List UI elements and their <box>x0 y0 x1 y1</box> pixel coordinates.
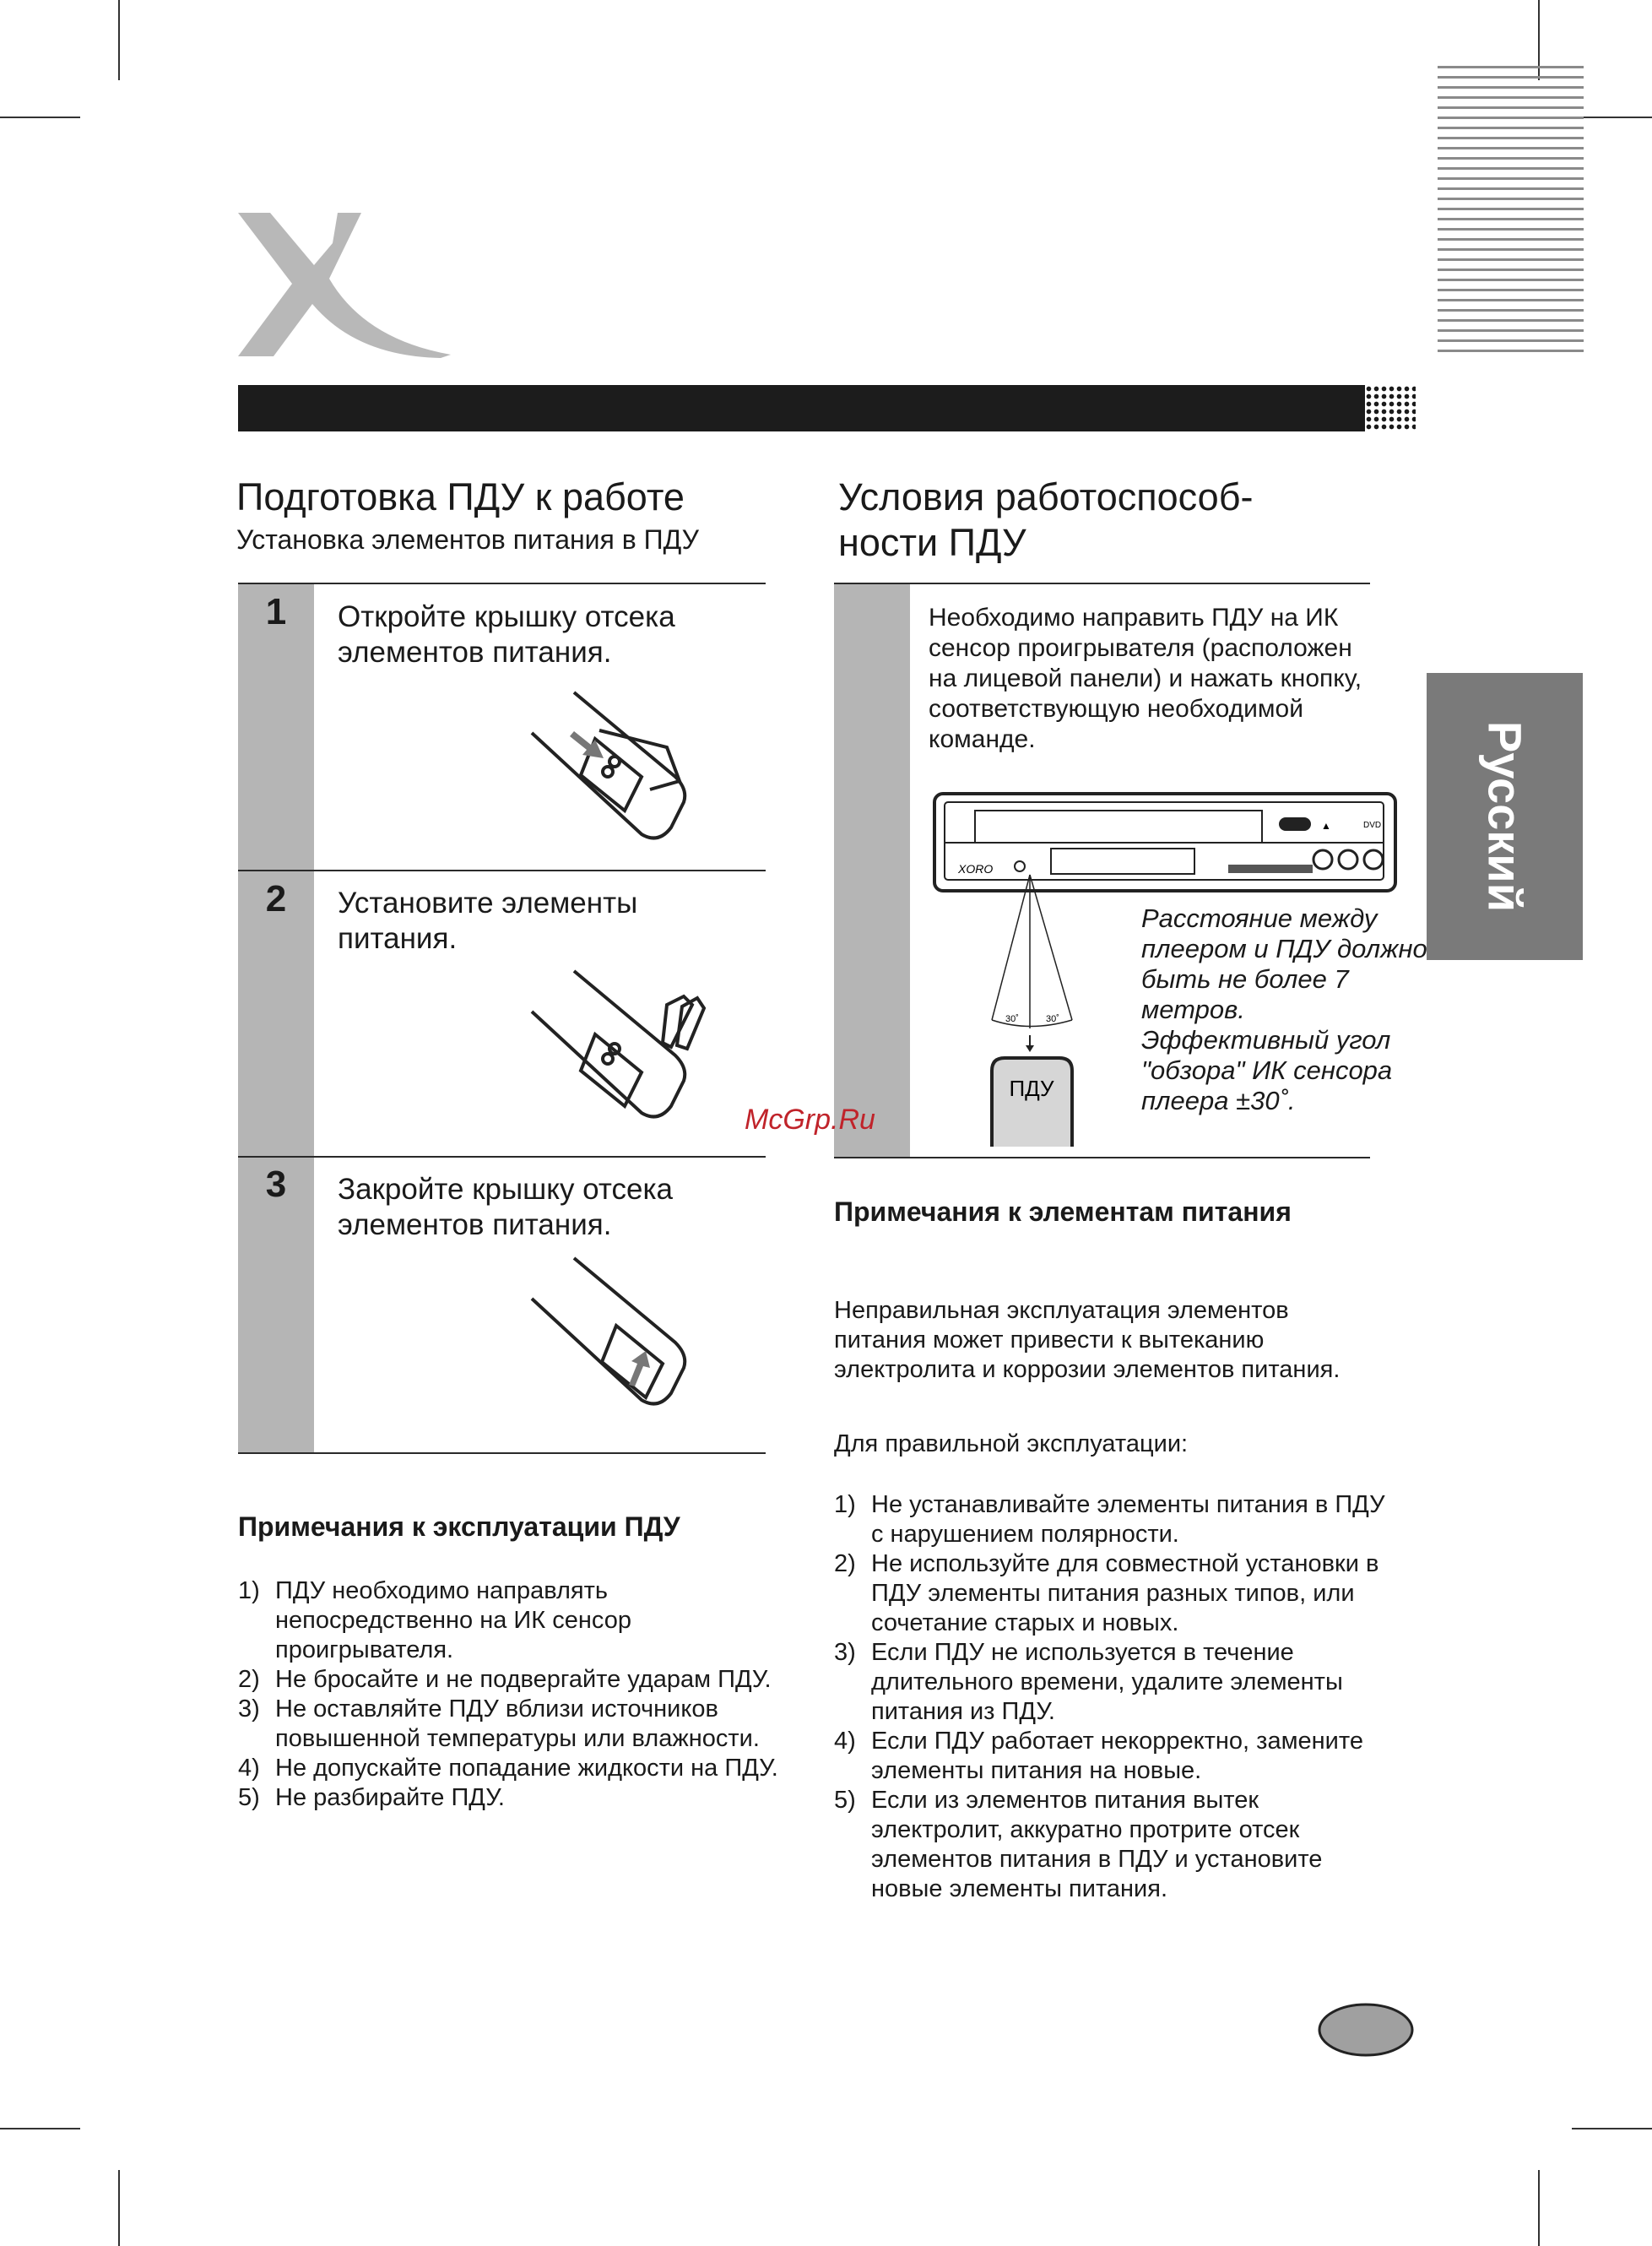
list-item <box>238 1695 778 1754</box>
list-text: ПДУ необходимо направлять непосредственно на ИК сенсор проигрывателя. <box>275 1577 631 1663</box>
list-number: 3) <box>834 1639 856 1666</box>
remote-open-cover-illustration <box>523 684 692 844</box>
list-number: 5) <box>238 1784 260 1811</box>
step-text: Закройте крышку отсека элементов питания. <box>338 1173 674 1241</box>
step-column <box>238 584 314 1452</box>
list-number: 5) <box>834 1787 856 1814</box>
divider <box>238 583 766 584</box>
right-title-line1: Условия работоспособ- <box>838 475 1254 518</box>
list-number: 2) <box>238 1666 260 1693</box>
step-number: 1 <box>265 591 287 632</box>
angle-left-label: 30˚ <box>1005 1014 1019 1024</box>
divider <box>834 1157 1370 1158</box>
crop-mark <box>1572 2128 1652 2129</box>
decorative-stripes <box>1438 66 1584 357</box>
header-bar-dots <box>1365 385 1416 431</box>
battery-notes-title: Примечания к элементам питания <box>834 1196 1292 1227</box>
list-text: Если ПДУ работает некорректно, замените элементы питания на новые. <box>871 1728 1363 1784</box>
crop-mark <box>0 117 80 118</box>
list-item <box>238 1665 778 1695</box>
step-text: Откройте крышку отсека элементов питания. <box>338 600 675 669</box>
list-item <box>834 1490 1391 1549</box>
list-item <box>834 1786 1391 1904</box>
list-text: Если ПДУ не используется в течение длительного времени, удалите элементы питания из ПДУ. <box>871 1639 1343 1725</box>
xoro-x-logo <box>238 213 458 358</box>
list-number: 2) <box>834 1550 856 1577</box>
list-item <box>834 1638 1391 1727</box>
battery-paragraph: Неправильная эксплуатация элементов питания может привести к вытеканию электролита и коррозии элементов питания. <box>834 1297 1341 1383</box>
list-text: Не допускайте попадание жидкости на ПДУ. <box>275 1755 778 1782</box>
watermark: McGrp.Ru <box>745 1104 875 1136</box>
list-number: 1) <box>834 1491 856 1518</box>
language-tab-label: Русский <box>1478 720 1531 913</box>
remote-insert-batteries-illustration <box>523 954 709 1123</box>
list-item <box>834 1727 1391 1786</box>
crop-mark <box>0 2128 80 2129</box>
list-text: Не разбирайте ПДУ. <box>275 1784 505 1811</box>
distance-note: Расстояние между плеером и ПДУ должно быть не более 7 метров. Эффективный угол "обзора" ИК сенсора плеера ±30˚. <box>1141 903 1427 1115</box>
list-number: 3) <box>238 1695 260 1722</box>
list-number: 1) <box>238 1577 260 1604</box>
list-item <box>238 1754 778 1783</box>
battery-paragraph: Для правильной эксплуатации: <box>834 1430 1189 1457</box>
remote-intro: Необходимо направить ПДУ на ИК сенсор проигрывателя (расположен на лицевой панели) и нажать кнопку, соответствующую необходимой команде. <box>929 604 1362 753</box>
battery-notes-list <box>834 1490 1391 1904</box>
list-number: 4) <box>834 1728 856 1755</box>
page-number-oval <box>1317 2001 1418 2060</box>
remote-notes-list <box>238 1576 778 1813</box>
info-column <box>834 584 910 1157</box>
list-text: Не оставляйте ПДУ вблизи источников повышенной температуры или влажности. <box>275 1695 760 1752</box>
step-number: 3 <box>265 1164 287 1205</box>
list-item <box>834 1549 1391 1638</box>
remote-notes-title: Примечания к эксплуатации ПДУ <box>238 1511 680 1542</box>
list-text: Не используйте для совместной установки в ПДУ элементы питания разных типов, или сочетание старых и новых. <box>871 1550 1379 1636</box>
list-text: Если из элементов питания вытек электролит, аккуратно протрите отсек элементов питания в ПДУ и установите новые элементы питания. <box>871 1787 1323 1902</box>
step-number: 2 <box>265 878 287 920</box>
list-item <box>238 1783 778 1813</box>
remote-label: ПДУ <box>1009 1076 1054 1101</box>
remote-close-cover-illustration <box>523 1250 692 1410</box>
angle-right-label: 30˚ <box>1046 1014 1059 1024</box>
device-brand: XORO <box>958 862 994 876</box>
crop-mark <box>1538 2170 1540 2246</box>
divider <box>834 583 1370 584</box>
crop-mark <box>118 2170 120 2246</box>
list-item <box>238 1576 778 1665</box>
svg-text:DVD: DVD <box>1363 821 1382 830</box>
crop-mark <box>1572 117 1652 118</box>
divider <box>238 1156 766 1158</box>
list-text: Не бросайте и не подвергайте ударам ПДУ. <box>275 1666 772 1693</box>
right-title-line2: ности ПДУ <box>838 521 1026 564</box>
svg-text:▲: ▲ <box>1321 820 1331 832</box>
divider <box>238 1452 766 1454</box>
list-number: 4) <box>238 1755 260 1782</box>
crop-mark <box>118 0 120 80</box>
header-bar <box>238 385 1365 431</box>
list-text: Не устанавливайте элементы питания в ПДУ с нарушением полярности. <box>871 1491 1385 1548</box>
left-subtitle: Установка элементов питания в ПДУ <box>236 524 699 555</box>
divider <box>238 870 766 871</box>
step-text: Установите элементы питания. <box>338 887 638 955</box>
language-tab <box>1427 673 1583 960</box>
left-title: Подготовка ПДУ к работе <box>236 475 685 518</box>
